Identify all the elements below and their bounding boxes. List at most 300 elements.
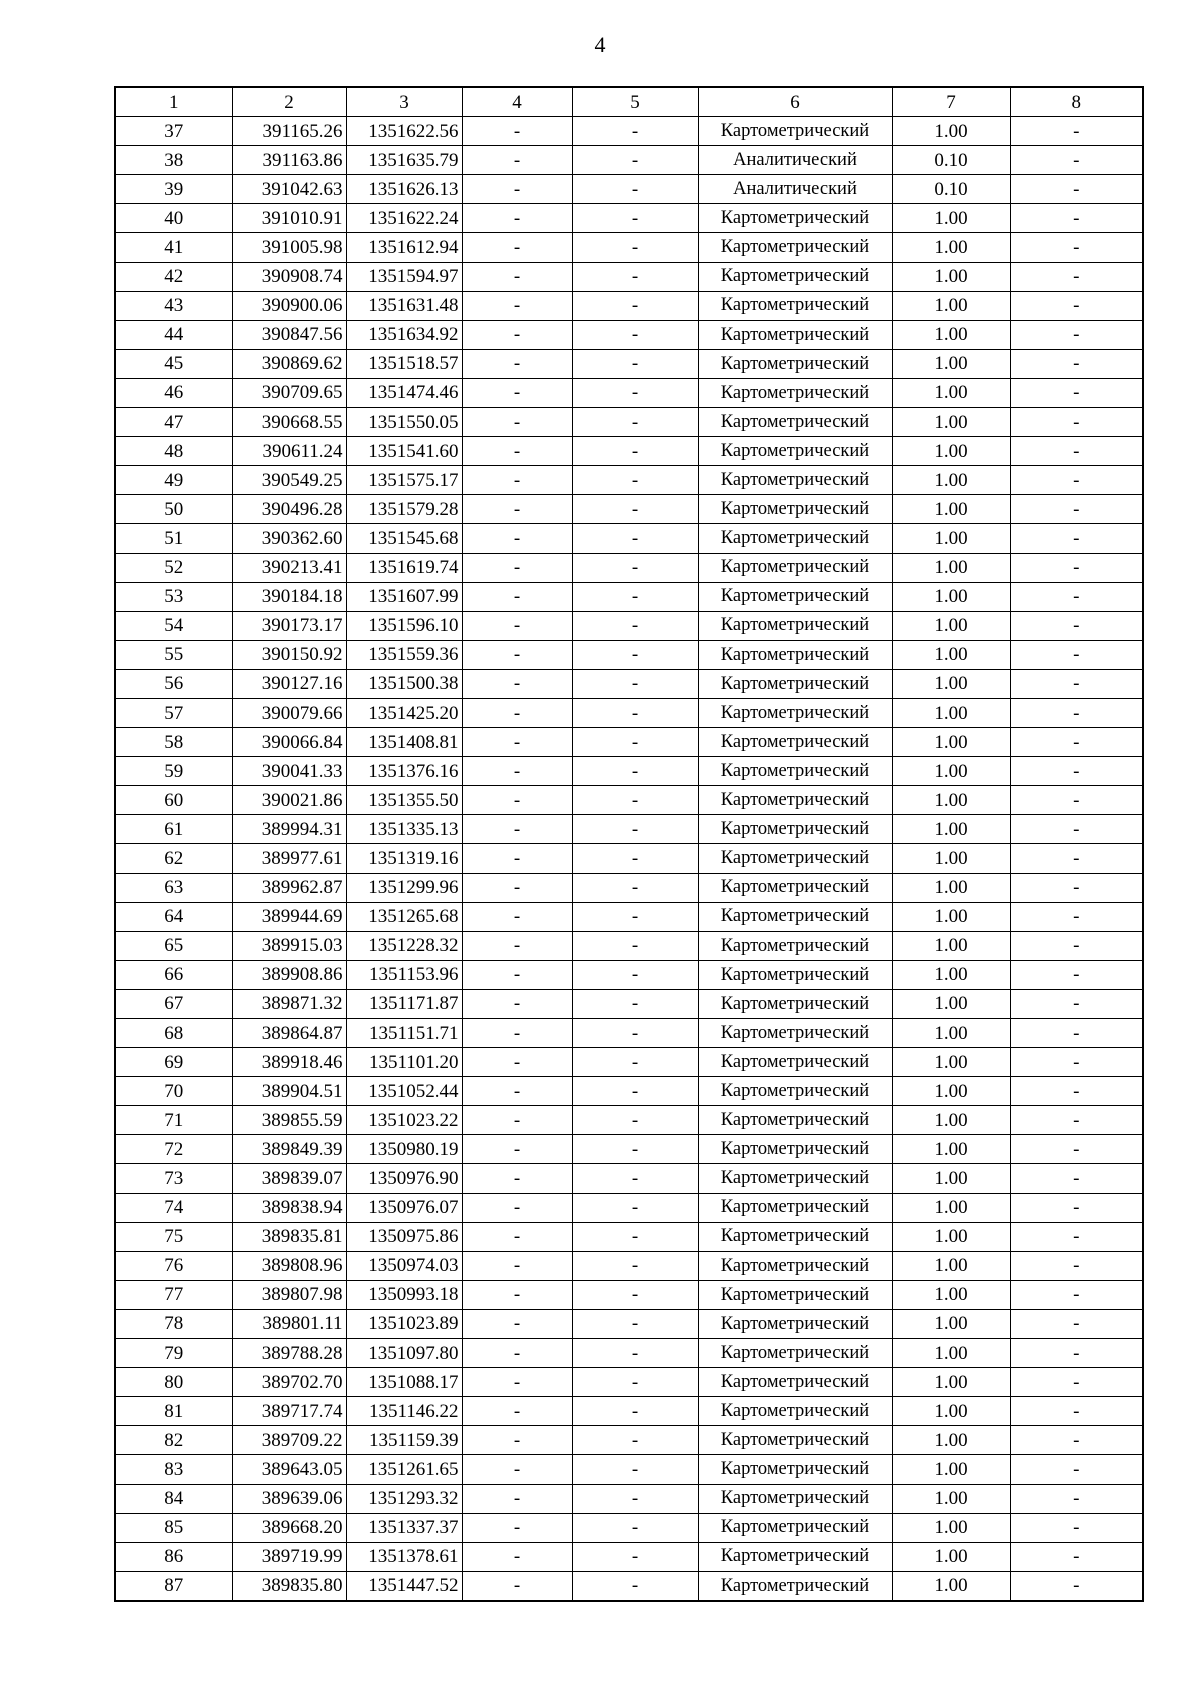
- column-4-cell: -: [462, 582, 572, 611]
- table-row: [115, 582, 1143, 611]
- column-8-cell: -: [1010, 1077, 1143, 1106]
- column-5-cell: -: [572, 1397, 698, 1426]
- method-cell: Аналитический: [698, 146, 892, 175]
- column-8-cell: -: [1010, 1426, 1143, 1455]
- y-coordinate-cell: 1351146.22: [346, 1397, 462, 1426]
- x-coordinate-cell: 389719.99: [232, 1542, 346, 1571]
- x-coordinate-cell: 389639.06: [232, 1484, 346, 1513]
- table-row: [115, 1106, 1143, 1135]
- accuracy-cell: 1.00: [892, 1368, 1010, 1397]
- table-row: [115, 233, 1143, 262]
- column-4-cell: -: [462, 1513, 572, 1542]
- column-8-cell: -: [1010, 524, 1143, 553]
- column-5-cell: -: [572, 495, 698, 524]
- y-coordinate-cell: 1351541.60: [346, 437, 462, 466]
- y-coordinate-cell: 1351408.81: [346, 728, 462, 757]
- column-8-cell: -: [1010, 1484, 1143, 1513]
- method-cell: Картометрический: [698, 1484, 892, 1513]
- column-header: 5: [572, 87, 698, 117]
- column-4-cell: -: [462, 611, 572, 640]
- point-number-cell: 58: [115, 728, 232, 757]
- column-8-cell: -: [1010, 960, 1143, 989]
- accuracy-cell: 1.00: [892, 233, 1010, 262]
- y-coordinate-cell: 1350974.03: [346, 1251, 462, 1280]
- y-coordinate-cell: 1351097.80: [346, 1339, 462, 1368]
- column-4-cell: -: [462, 1397, 572, 1426]
- y-coordinate-cell: 1351575.17: [346, 466, 462, 495]
- column-4-cell: -: [462, 786, 572, 815]
- table-row: [115, 1426, 1143, 1455]
- column-header: 4: [462, 87, 572, 117]
- x-coordinate-cell: 390611.24: [232, 437, 346, 466]
- point-number-cell: 83: [115, 1455, 232, 1484]
- table-row: [115, 640, 1143, 669]
- column-8-cell: -: [1010, 466, 1143, 495]
- table-row: [115, 1251, 1143, 1280]
- point-number-cell: 38: [115, 146, 232, 175]
- table-row: [115, 1019, 1143, 1048]
- method-cell: Картометрический: [698, 553, 892, 582]
- y-coordinate-cell: 1351153.96: [346, 960, 462, 989]
- column-8-cell: -: [1010, 1542, 1143, 1571]
- accuracy-cell: 1.00: [892, 1455, 1010, 1484]
- y-coordinate-cell: 1351319.16: [346, 844, 462, 873]
- column-8-cell: -: [1010, 844, 1143, 873]
- point-number-cell: 86: [115, 1542, 232, 1571]
- accuracy-cell: 0.10: [892, 146, 1010, 175]
- column-8-cell: -: [1010, 757, 1143, 786]
- accuracy-cell: 1.00: [892, 1571, 1010, 1601]
- column-8-cell: -: [1010, 640, 1143, 669]
- column-8-cell: -: [1010, 1222, 1143, 1251]
- method-cell: Картометрический: [698, 1368, 892, 1397]
- y-coordinate-cell: 1351619.74: [346, 553, 462, 582]
- column-5-cell: -: [572, 1251, 698, 1280]
- column-5-cell: -: [572, 437, 698, 466]
- x-coordinate-cell: 390362.60: [232, 524, 346, 553]
- method-cell: Аналитический: [698, 175, 892, 204]
- y-coordinate-cell: 1351337.37: [346, 1513, 462, 1542]
- point-number-cell: 39: [115, 175, 232, 204]
- method-cell: Картометрический: [698, 1571, 892, 1601]
- y-coordinate-cell: 1351088.17: [346, 1368, 462, 1397]
- column-5-cell: -: [572, 1455, 698, 1484]
- accuracy-cell: 1.00: [892, 1251, 1010, 1280]
- x-coordinate-cell: 389839.07: [232, 1164, 346, 1193]
- table-row: [115, 378, 1143, 407]
- method-cell: Картометрический: [698, 1397, 892, 1426]
- table-row: [115, 146, 1143, 175]
- point-number-cell: 64: [115, 902, 232, 931]
- y-coordinate-cell: 1351518.57: [346, 349, 462, 378]
- column-8-cell: -: [1010, 437, 1143, 466]
- point-number-cell: 65: [115, 931, 232, 960]
- y-coordinate-cell: 1351559.36: [346, 640, 462, 669]
- column-5-cell: -: [572, 698, 698, 727]
- method-cell: Картометрический: [698, 989, 892, 1018]
- column-4-cell: -: [462, 1426, 572, 1455]
- method-cell: Картометрический: [698, 815, 892, 844]
- column-4-cell: -: [462, 1309, 572, 1338]
- column-8-cell: -: [1010, 1309, 1143, 1338]
- accuracy-cell: 1.00: [892, 466, 1010, 495]
- column-8-cell: -: [1010, 989, 1143, 1018]
- table-row: [115, 1368, 1143, 1397]
- accuracy-cell: 1.00: [892, 524, 1010, 553]
- table-row: [115, 931, 1143, 960]
- y-coordinate-cell: 1351612.94: [346, 233, 462, 262]
- y-coordinate-cell: 1351579.28: [346, 495, 462, 524]
- accuracy-cell: 1.00: [892, 291, 1010, 320]
- column-8-cell: -: [1010, 291, 1143, 320]
- column-4-cell: -: [462, 291, 572, 320]
- x-coordinate-cell: 389643.05: [232, 1455, 346, 1484]
- column-5-cell: -: [572, 931, 698, 960]
- table-row: [115, 1397, 1143, 1426]
- column-4-cell: -: [462, 815, 572, 844]
- accuracy-cell: 1.00: [892, 320, 1010, 349]
- point-number-cell: 73: [115, 1164, 232, 1193]
- y-coordinate-cell: 1351474.46: [346, 378, 462, 407]
- x-coordinate-cell: 390668.55: [232, 408, 346, 437]
- accuracy-cell: 1.00: [892, 786, 1010, 815]
- column-5-cell: -: [572, 1193, 698, 1222]
- x-coordinate-cell: 389849.39: [232, 1135, 346, 1164]
- column-5-cell: -: [572, 204, 698, 233]
- column-4-cell: -: [462, 873, 572, 902]
- column-5-cell: -: [572, 1077, 698, 1106]
- column-8-cell: -: [1010, 1106, 1143, 1135]
- table-row: [115, 1193, 1143, 1222]
- accuracy-cell: 0.10: [892, 175, 1010, 204]
- accuracy-cell: 1.00: [892, 757, 1010, 786]
- table-row: [115, 844, 1143, 873]
- table-row: [115, 349, 1143, 378]
- x-coordinate-cell: 390869.62: [232, 349, 346, 378]
- table-row: [115, 1309, 1143, 1338]
- method-cell: Картометрический: [698, 1193, 892, 1222]
- method-cell: Картометрический: [698, 669, 892, 698]
- column-8-cell: -: [1010, 815, 1143, 844]
- table-row: [115, 728, 1143, 757]
- x-coordinate-cell: 390496.28: [232, 495, 346, 524]
- point-number-cell: 78: [115, 1309, 232, 1338]
- x-coordinate-cell: 389709.22: [232, 1426, 346, 1455]
- column-4-cell: -: [462, 1251, 572, 1280]
- y-coordinate-cell: 1350976.90: [346, 1164, 462, 1193]
- y-coordinate-cell: 1351171.87: [346, 989, 462, 1018]
- column-8-cell: -: [1010, 1164, 1143, 1193]
- method-cell: Картометрический: [698, 204, 892, 233]
- accuracy-cell: 1.00: [892, 1077, 1010, 1106]
- column-4-cell: -: [462, 844, 572, 873]
- x-coordinate-cell: 389871.32: [232, 989, 346, 1018]
- column-5-cell: -: [572, 989, 698, 1018]
- y-coordinate-cell: 1351159.39: [346, 1426, 462, 1455]
- x-coordinate-cell: 390066.84: [232, 728, 346, 757]
- method-cell: Картометрический: [698, 466, 892, 495]
- table-row: [115, 175, 1143, 204]
- column-4-cell: -: [462, 146, 572, 175]
- point-number-cell: 44: [115, 320, 232, 349]
- column-header: 8: [1010, 87, 1143, 117]
- y-coordinate-cell: 1351631.48: [346, 291, 462, 320]
- x-coordinate-cell: 389668.20: [232, 1513, 346, 1542]
- column-8-cell: -: [1010, 1019, 1143, 1048]
- column-4-cell: -: [462, 466, 572, 495]
- method-cell: Картометрический: [698, 960, 892, 989]
- column-5-cell: -: [572, 1222, 698, 1251]
- x-coordinate-cell: 389977.61: [232, 844, 346, 873]
- y-coordinate-cell: 1350980.19: [346, 1135, 462, 1164]
- column-header: 3: [346, 87, 462, 117]
- table-row: [115, 757, 1143, 786]
- point-number-cell: 81: [115, 1397, 232, 1426]
- column-4-cell: -: [462, 989, 572, 1018]
- column-4-cell: -: [462, 669, 572, 698]
- x-coordinate-cell: 389702.70: [232, 1368, 346, 1397]
- accuracy-cell: 1.00: [892, 1222, 1010, 1251]
- column-8-cell: -: [1010, 698, 1143, 727]
- column-8-cell: -: [1010, 204, 1143, 233]
- point-number-cell: 46: [115, 378, 232, 407]
- table-row: [115, 1571, 1143, 1601]
- x-coordinate-cell: 391163.86: [232, 146, 346, 175]
- accuracy-cell: 1.00: [892, 1135, 1010, 1164]
- point-number-cell: 62: [115, 844, 232, 873]
- method-cell: Картометрический: [698, 1339, 892, 1368]
- y-coordinate-cell: 1351635.79: [346, 146, 462, 175]
- column-5-cell: -: [572, 960, 698, 989]
- column-5-cell: -: [572, 640, 698, 669]
- table-row: [115, 553, 1143, 582]
- column-4-cell: -: [462, 175, 572, 204]
- point-number-cell: 79: [115, 1339, 232, 1368]
- column-8-cell: -: [1010, 175, 1143, 204]
- point-number-cell: 45: [115, 349, 232, 378]
- method-cell: Картометрический: [698, 1280, 892, 1309]
- column-5-cell: -: [572, 524, 698, 553]
- page-number: 4: [594, 32, 606, 57]
- accuracy-cell: 1.00: [892, 553, 1010, 582]
- accuracy-cell: 1.00: [892, 844, 1010, 873]
- x-coordinate-cell: 390173.17: [232, 611, 346, 640]
- accuracy-cell: 1.00: [892, 349, 1010, 378]
- x-coordinate-cell: 389915.03: [232, 931, 346, 960]
- column-4-cell: -: [462, 1280, 572, 1309]
- table-row: [115, 1513, 1143, 1542]
- method-cell: Картометрический: [698, 582, 892, 611]
- x-coordinate-cell: 390213.41: [232, 553, 346, 582]
- table-row: [115, 495, 1143, 524]
- accuracy-cell: 1.00: [892, 1193, 1010, 1222]
- column-5-cell: -: [572, 611, 698, 640]
- y-coordinate-cell: 1351265.68: [346, 902, 462, 931]
- column-8-cell: -: [1010, 1280, 1143, 1309]
- column-4-cell: -: [462, 553, 572, 582]
- column-5-cell: -: [572, 146, 698, 175]
- x-coordinate-cell: 390021.86: [232, 786, 346, 815]
- column-8-cell: -: [1010, 873, 1143, 902]
- column-5-cell: -: [572, 553, 698, 582]
- point-number-cell: 37: [115, 117, 232, 146]
- column-5-cell: -: [572, 1542, 698, 1571]
- column-4-cell: -: [462, 117, 572, 146]
- column-8-cell: -: [1010, 786, 1143, 815]
- x-coordinate-cell: 391010.91: [232, 204, 346, 233]
- column-8-cell: -: [1010, 931, 1143, 960]
- column-4-cell: -: [462, 233, 572, 262]
- method-cell: Картометрический: [698, 1513, 892, 1542]
- column-5-cell: -: [572, 1571, 698, 1601]
- column-4-cell: -: [462, 1484, 572, 1513]
- table-row: [115, 1048, 1143, 1077]
- column-8-cell: -: [1010, 233, 1143, 262]
- column-8-cell: -: [1010, 1368, 1143, 1397]
- column-8-cell: -: [1010, 1048, 1143, 1077]
- column-5-cell: -: [572, 117, 698, 146]
- point-number-cell: 61: [115, 815, 232, 844]
- column-5-cell: -: [572, 1309, 698, 1338]
- point-number-cell: 41: [115, 233, 232, 262]
- column-4-cell: -: [462, 524, 572, 553]
- x-coordinate-cell: 389944.69: [232, 902, 346, 931]
- column-8-cell: -: [1010, 1455, 1143, 1484]
- table-row: [115, 408, 1143, 437]
- table-row: [115, 524, 1143, 553]
- y-coordinate-cell: 1351355.50: [346, 786, 462, 815]
- x-coordinate-cell: 390041.33: [232, 757, 346, 786]
- point-number-cell: 59: [115, 757, 232, 786]
- method-cell: Картометрический: [698, 1542, 892, 1571]
- x-coordinate-cell: 389855.59: [232, 1106, 346, 1135]
- column-5-cell: -: [572, 175, 698, 204]
- column-8-cell: -: [1010, 1571, 1143, 1601]
- column-4-cell: -: [462, 757, 572, 786]
- accuracy-cell: 1.00: [892, 902, 1010, 931]
- method-cell: Картометрический: [698, 1048, 892, 1077]
- table-row: [115, 320, 1143, 349]
- point-number-cell: 84: [115, 1484, 232, 1513]
- column-4-cell: -: [462, 1106, 572, 1135]
- column-4-cell: -: [462, 1164, 572, 1193]
- accuracy-cell: 1.00: [892, 1048, 1010, 1077]
- table-row: [115, 989, 1143, 1018]
- column-header: 1: [115, 87, 232, 117]
- y-coordinate-cell: 1351447.52: [346, 1571, 462, 1601]
- column-8-cell: -: [1010, 1251, 1143, 1280]
- x-coordinate-cell: 390709.65: [232, 378, 346, 407]
- x-coordinate-cell: 389717.74: [232, 1397, 346, 1426]
- method-cell: Картометрический: [698, 1019, 892, 1048]
- x-coordinate-cell: 390127.16: [232, 669, 346, 698]
- y-coordinate-cell: 1351596.10: [346, 611, 462, 640]
- y-coordinate-cell: 1351023.89: [346, 1309, 462, 1338]
- accuracy-cell: 1.00: [892, 1280, 1010, 1309]
- accuracy-cell: 1.00: [892, 1106, 1010, 1135]
- x-coordinate-cell: 389835.81: [232, 1222, 346, 1251]
- point-number-cell: 69: [115, 1048, 232, 1077]
- y-coordinate-cell: 1351622.24: [346, 204, 462, 233]
- x-coordinate-cell: 391005.98: [232, 233, 346, 262]
- column-5-cell: -: [572, 1164, 698, 1193]
- table-row: [115, 1484, 1143, 1513]
- column-8-cell: -: [1010, 495, 1143, 524]
- y-coordinate-cell: 1350976.07: [346, 1193, 462, 1222]
- x-coordinate-cell: 390847.56: [232, 320, 346, 349]
- column-4-cell: -: [462, 378, 572, 407]
- accuracy-cell: 1.00: [892, 1513, 1010, 1542]
- column-4-cell: -: [462, 408, 572, 437]
- point-number-cell: 49: [115, 466, 232, 495]
- y-coordinate-cell: 1351594.97: [346, 262, 462, 291]
- column-5-cell: -: [572, 1280, 698, 1309]
- column-4-cell: -: [462, 1542, 572, 1571]
- column-4-cell: -: [462, 960, 572, 989]
- point-number-cell: 70: [115, 1077, 232, 1106]
- column-5-cell: -: [572, 320, 698, 349]
- y-coordinate-cell: 1351261.65: [346, 1455, 462, 1484]
- table-row: [115, 204, 1143, 233]
- column-5-cell: -: [572, 262, 698, 291]
- column-8-cell: -: [1010, 408, 1143, 437]
- table-row: [115, 437, 1143, 466]
- column-5-cell: -: [572, 1484, 698, 1513]
- table-row: [115, 815, 1143, 844]
- method-cell: Картометрический: [698, 611, 892, 640]
- method-cell: Картометрический: [698, 1426, 892, 1455]
- accuracy-cell: 1.00: [892, 640, 1010, 669]
- method-cell: Картометрический: [698, 786, 892, 815]
- method-cell: Картометрический: [698, 378, 892, 407]
- column-4-cell: -: [462, 349, 572, 378]
- point-number-cell: 75: [115, 1222, 232, 1251]
- column-4-cell: -: [462, 262, 572, 291]
- column-5-cell: -: [572, 1339, 698, 1368]
- point-number-cell: 77: [115, 1280, 232, 1309]
- y-coordinate-cell: 1351550.05: [346, 408, 462, 437]
- table-row: [115, 1222, 1143, 1251]
- column-4-cell: -: [462, 495, 572, 524]
- y-coordinate-cell: 1351634.92: [346, 320, 462, 349]
- point-number-cell: 55: [115, 640, 232, 669]
- y-coordinate-cell: 1350975.86: [346, 1222, 462, 1251]
- accuracy-cell: 1.00: [892, 669, 1010, 698]
- column-5-cell: -: [572, 1048, 698, 1077]
- column-5-cell: -: [572, 757, 698, 786]
- column-8-cell: -: [1010, 902, 1143, 931]
- x-coordinate-cell: 390549.25: [232, 466, 346, 495]
- accuracy-cell: 1.00: [892, 408, 1010, 437]
- column-8-cell: -: [1010, 553, 1143, 582]
- column-5-cell: -: [572, 902, 698, 931]
- table-row: [115, 1135, 1143, 1164]
- column-4-cell: -: [462, 640, 572, 669]
- x-coordinate-cell: 391165.26: [232, 117, 346, 146]
- accuracy-cell: 1.00: [892, 960, 1010, 989]
- point-number-cell: 53: [115, 582, 232, 611]
- point-number-cell: 57: [115, 698, 232, 727]
- column-5-cell: -: [572, 844, 698, 873]
- method-cell: Картометрический: [698, 437, 892, 466]
- column-5-cell: -: [572, 873, 698, 902]
- table-row: [115, 698, 1143, 727]
- y-coordinate-cell: 1351101.20: [346, 1048, 462, 1077]
- table-row: [115, 902, 1143, 931]
- method-cell: Картометрический: [698, 698, 892, 727]
- method-cell: Картометрический: [698, 640, 892, 669]
- method-cell: Картометрический: [698, 233, 892, 262]
